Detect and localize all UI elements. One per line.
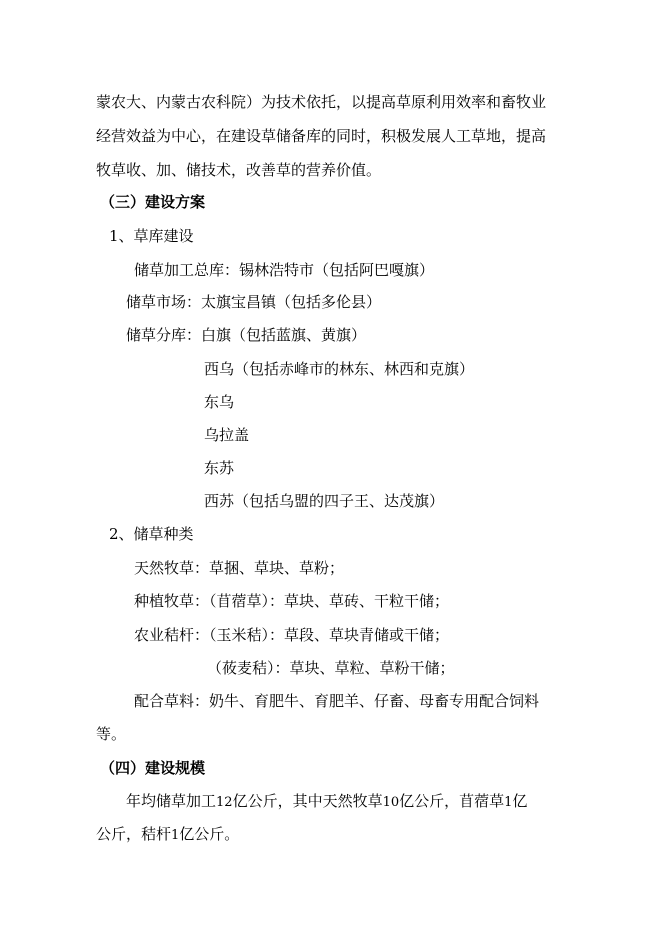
scale-paragraph-line-1 [126,791,527,813]
item-mixed-feed-cont: 等。 [96,725,127,743]
section-heading-4: （四）建设规模 [100,759,206,777]
item-natural-grass: 天然牧草：草捆、草块、草粉； [134,559,345,577]
number: 10 [382,795,400,810]
paragraph-line-3: 牧草收、加、储技术，改善草的营养价值。 [96,161,382,179]
text-segment: 亿公斤，其中天然牧草 [232,792,383,810]
number: 1 [504,795,513,810]
item-mixed-feed: 配合草料：奶牛、育肥牛、育肥羊、仔畜、母畜专用配合饲料 [134,692,540,710]
item-branch: 乌拉盖 [204,426,250,444]
item-branch: 东苏 [204,459,235,477]
subheading-storage-construction: 1、草库建设 [109,227,194,245]
paragraph-line-1: 蒙农大、内蒙古农科院）为技术依托，以提高草原利用效率和畜牧业 [96,93,547,111]
number: 12 [216,795,233,810]
item-branch: 东乌 [204,393,235,411]
paragraph-line-2: 经营效益为中心，在建设草储备库的同时，积极发展人工草地，提高 [96,127,547,145]
item-straw-corn: 农业秸杆：（玉米秸）：草段、草块青储或干储； [134,626,450,644]
text-segment: 年均储草加工 [126,792,217,810]
text-segment: 亿公斤。 [179,825,240,843]
subheading-grass-types: 2、储草种类 [109,525,194,543]
text-segment: 公斤，秸杆 [96,825,172,843]
item-straw-oat: （莜麦秸）：草块、草粒、草粉干储； [207,659,455,677]
item-branch: 西苏（包括乌盟的四子王、达茂旗） [204,492,445,510]
text-segment: 亿 [512,792,528,810]
section-heading-3: （三）建设方案 [100,193,206,211]
item-market: 储草市场：太旗宝昌镇（包括多伦县） [126,293,382,311]
item-hq: 储草加工总库：锡林浩特市（包括阿巴嘎旗） [134,261,435,279]
item-planted-grass: 种植牧草：（苜蓿草）：草块、草砖、干粒干储； [134,592,450,610]
text-segment: 亿公斤，苜蓿草 [399,792,505,810]
item-branch-first: 储草分库：白旗（包括蓝旗、黄旗） [126,326,367,344]
number: 1 [171,828,180,843]
item-branch: 西乌（包括赤峰市的林东、林西和克旗） [204,360,475,378]
scale-paragraph-line-2 [96,824,239,846]
